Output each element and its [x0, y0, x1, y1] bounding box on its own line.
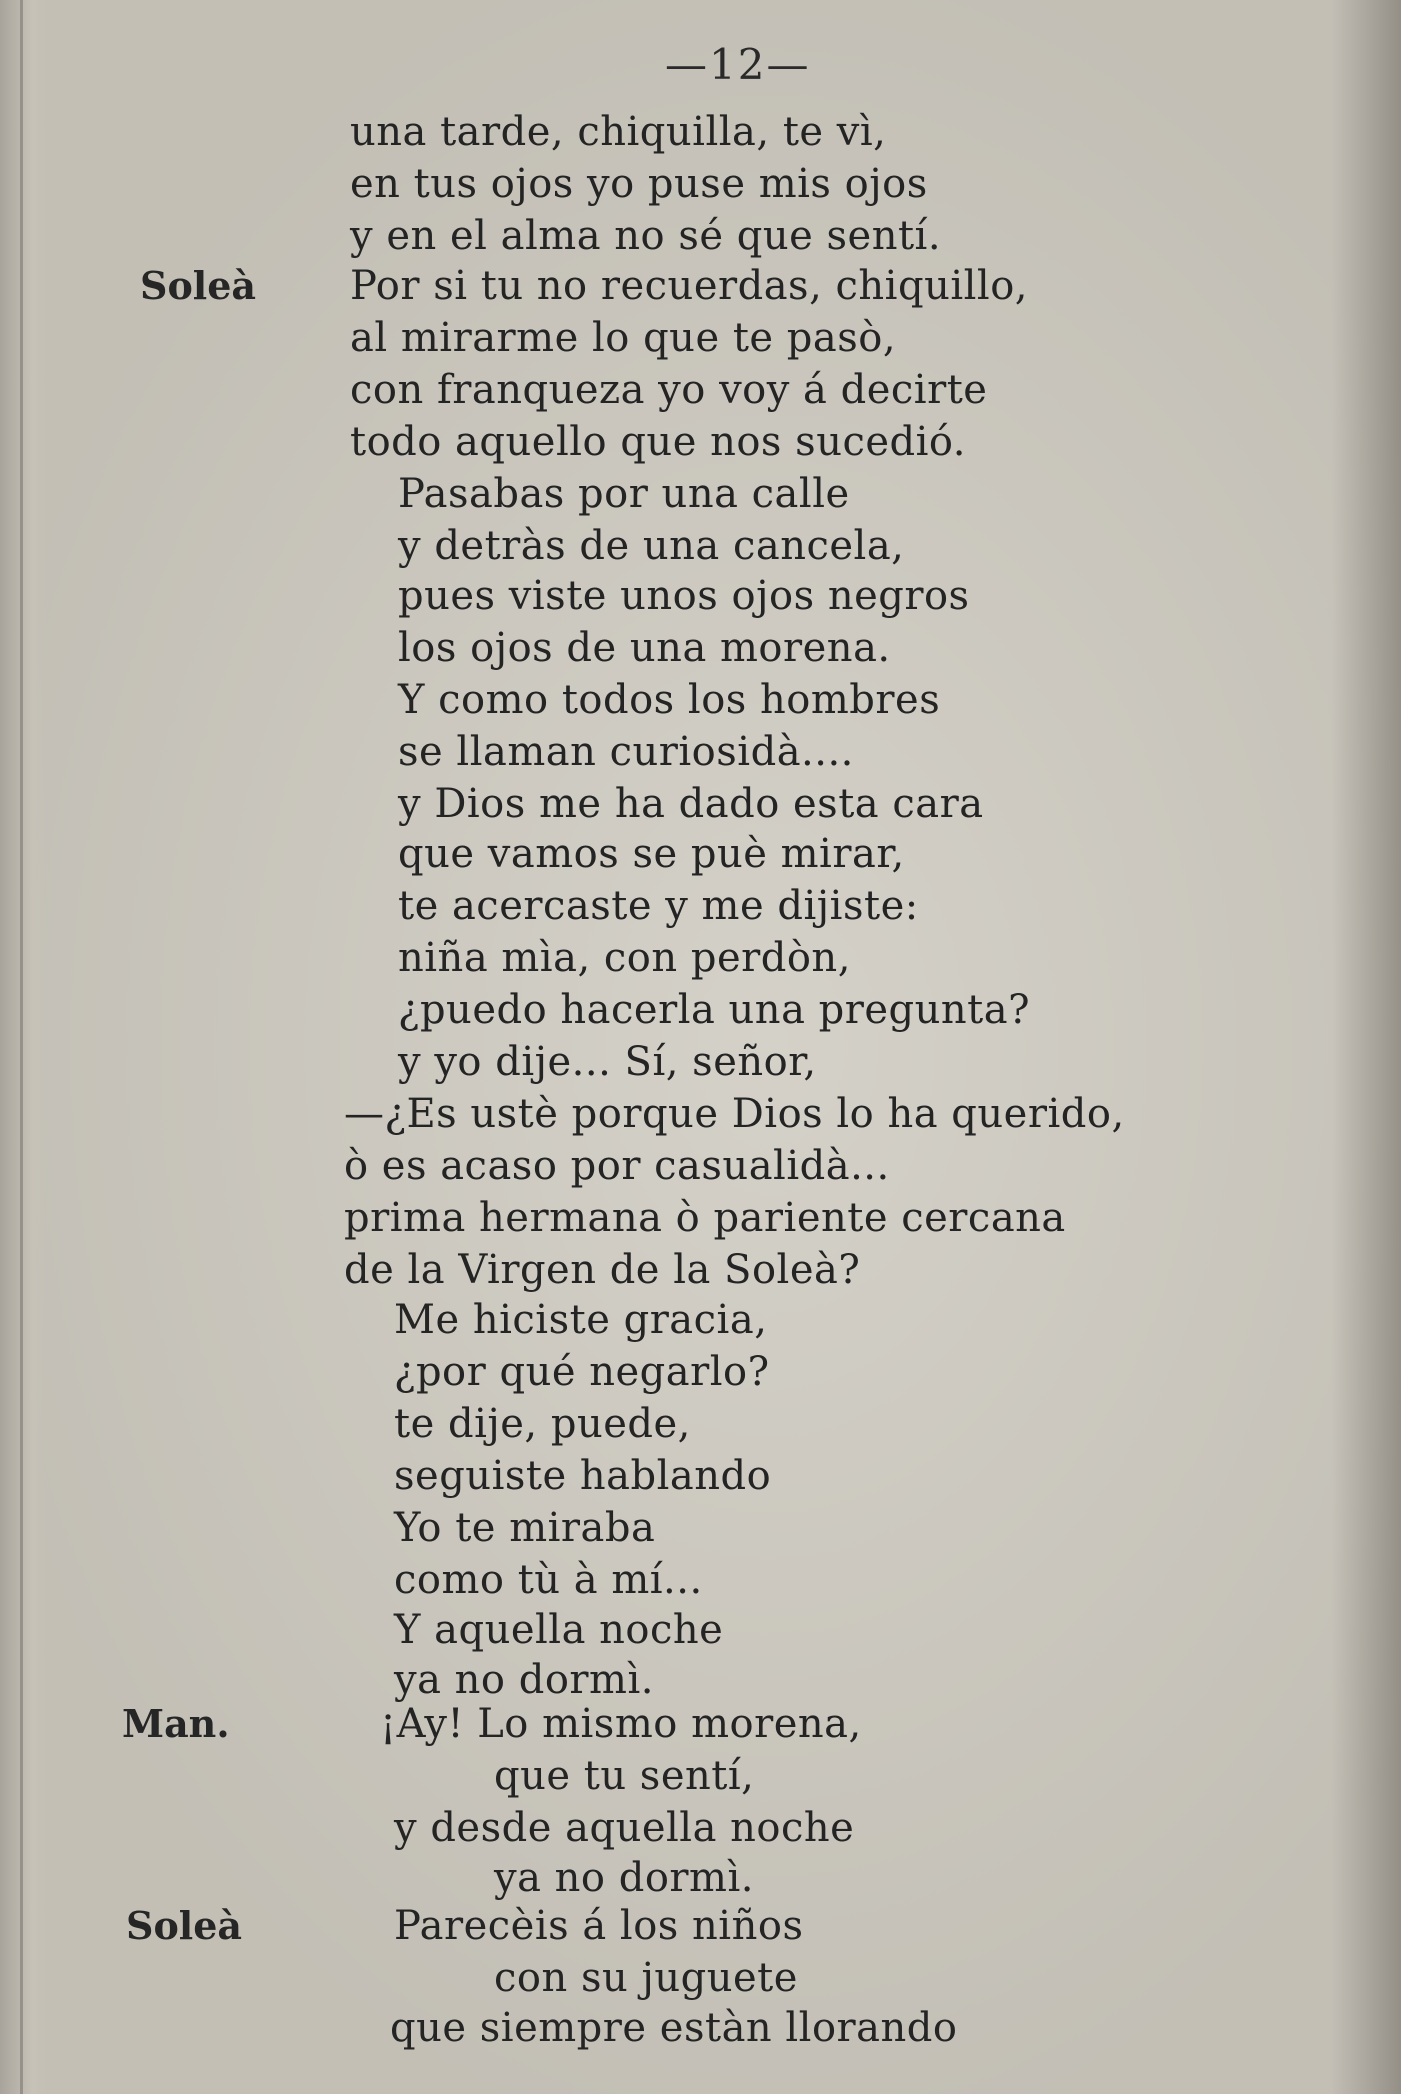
verse-line: de la Virgen de la Soleà? — [344, 1247, 861, 1293]
verse-line: —¿Es ustè porque Dios lo ha querido, — [344, 1091, 1125, 1137]
verse-line: ya no dormì. — [394, 1657, 654, 1703]
verse-line: que vamos se puè mirar, — [398, 831, 905, 877]
verse-line: que tu sentí, — [494, 1753, 755, 1799]
page-right-shadow — [1331, 0, 1401, 2094]
verse-line: Pasabas por una calle — [398, 471, 850, 517]
verse-line: ¡Ay! Lo mismo morena, — [380, 1701, 862, 1747]
verse-line: con franqueza yo voy á decirte — [350, 367, 988, 413]
verse-line: te dije, puede, — [394, 1401, 691, 1447]
verse-line: seguiste hablando — [394, 1453, 772, 1499]
verse-line: te acercaste y me dijiste: — [398, 883, 919, 929]
page-left-edge — [0, 0, 46, 2094]
verse-line: Parecèis á los niños — [394, 1903, 804, 1949]
verse-line: y en el alma no sé que sentí. — [350, 213, 942, 259]
verse-line: y yo dije... Sí, señor, — [398, 1039, 817, 1085]
verse-line: se llaman curiosidà.... — [398, 729, 854, 775]
verse-line: como tù à mí... — [394, 1557, 703, 1603]
verse-line: niña mìa, con perdòn, — [398, 935, 851, 981]
verse-line: y desde aquella noche — [394, 1805, 855, 1851]
speaker-label: Soleà — [140, 263, 257, 308]
verse-line: Por si tu no recuerdas, chiquillo, — [350, 263, 1029, 309]
speaker-label: Soleà — [126, 1903, 243, 1948]
verse-line: una tarde, chiquilla, te vì, — [350, 109, 887, 155]
speaker-label: Man. — [122, 1701, 230, 1746]
page-number: —12— — [665, 40, 811, 89]
verse-line: ò es acaso por casualidà... — [344, 1143, 890, 1189]
verse-line: ¿por qué negarlo? — [394, 1349, 770, 1395]
verse-line: con su juguete — [494, 1955, 798, 2001]
verse-line: Y aquella noche — [394, 1607, 724, 1653]
verse-line: pues viste unos ojos negros — [398, 573, 970, 619]
verse-line: todo aquello que nos sucedió. — [350, 419, 967, 465]
verse-line: en tus ojos yo puse mis ojos — [350, 161, 928, 207]
verse-line: Me hiciste gracia, — [394, 1297, 768, 1343]
verse-line: prima hermana ò pariente cercana — [344, 1195, 1066, 1241]
verse-line: los ojos de una morena. — [398, 625, 891, 671]
verse-line: Y como todos los hombres — [398, 677, 941, 723]
verse-line: ya no dormì. — [494, 1855, 754, 1901]
verse-line: Yo te miraba — [394, 1505, 656, 1551]
verse-line: que siempre estàn llorando — [390, 2005, 958, 2051]
verse-line: ¿puedo hacerla una pregunta? — [398, 987, 1031, 1033]
verse-line: al mirarme lo que te pasò, — [350, 315, 897, 361]
verse-line: y Dios me ha dado esta cara — [398, 781, 984, 827]
page-fold-line — [20, 0, 23, 2094]
verse-line: y detràs de una cancela, — [398, 523, 905, 569]
